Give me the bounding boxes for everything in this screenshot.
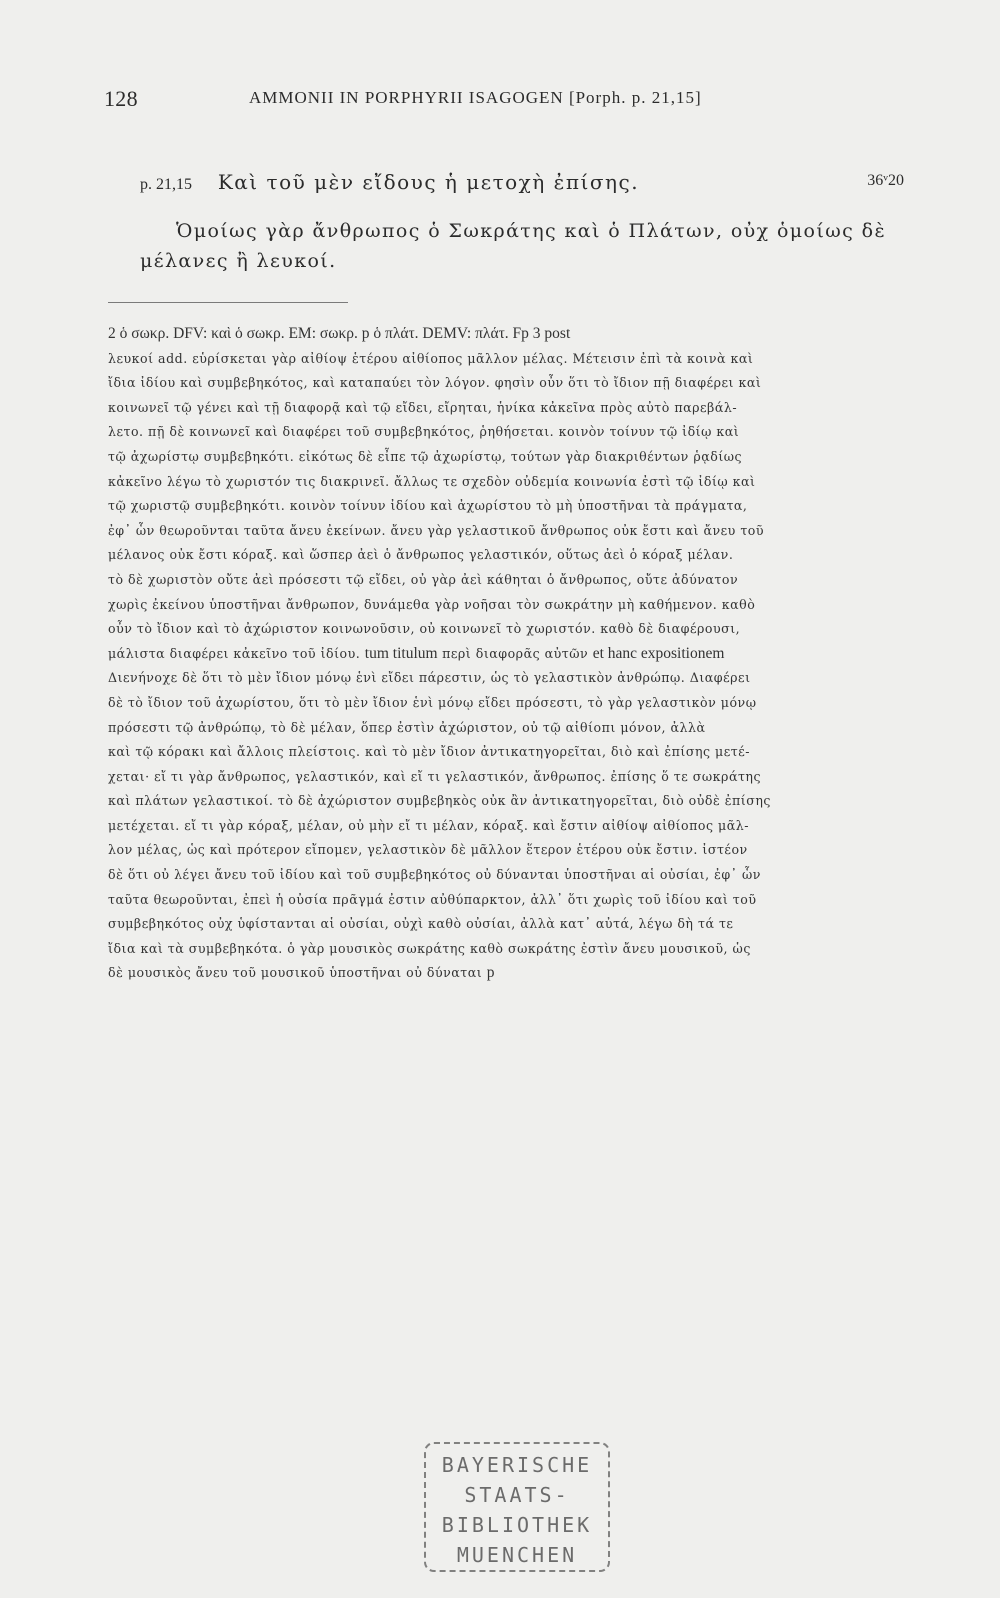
apparatus-line: κἀκεῖνο λέγω τὸ χωριστόν τις διακρινεῖ. ἄλλως τε σχεδὸν οὐδεμία κοινωνία ἐστὶ τῷ ἰδίῳ καὶ bbox=[108, 473, 756, 489]
apparatus-line: μάλιστα διαφέρει κἀκεῖνο τοῦ ἰδίου. tum titulum περὶ διαφορᾶς αὐτῶν et hanc expositionem bbox=[108, 644, 725, 662]
apparatus-line: 2 ὁ σωκρ. DFV: καὶ ὁ σωκρ. EM: σωκρ. p ὁ πλάτ. DEMV: πλάτ. Fp 3 post bbox=[108, 325, 571, 342]
apparatus-line: τῷ ἀχωρίστῳ συμβεβηκότι. εἰκότως δὲ εἶπε τῷ ἀχωρίστῳ, τούτων γὰρ διακριθέντων ῥᾳδίως bbox=[108, 448, 743, 464]
apparatus-line: μετέχεται. εἴ τι γὰρ κόραξ, μέλαν, οὐ μὴν εἴ τι μέλαν, κόραξ. καὶ ἔστιν αἰθίοψ αἰθίοπος μᾶλ- bbox=[108, 817, 749, 833]
stamp-line-3: BIBLIOTHEK bbox=[441, 1513, 593, 1537]
critical-apparatus bbox=[108, 322, 912, 986]
apparatus-line: οὖν τὸ ἴδιον καὶ τὸ ἀχώριστον κοινωνοῦσιν, οὐ κοινωνεῖ τὸ χωριστόν. καθὸ δὲ διαφέρουσι, bbox=[108, 621, 741, 637]
page-number: 128 bbox=[104, 86, 138, 111]
lemma-reference: p. 21,15 bbox=[140, 176, 192, 193]
lemma-line bbox=[140, 170, 910, 194]
apparatus-line: δὲ μουσικὸς ἄνευ τοῦ μουσικοῦ ὑποστῆναι οὐ δύναται p bbox=[108, 964, 495, 982]
apparatus-line: πρόσεστι τῷ ἀνθρώπῳ, τὸ δὲ μέλαν, ὅπερ ἐστὶν ἀχώριστον, οὐ τῷ αἰθίοπι μόνον, ἀλλὰ bbox=[108, 719, 706, 735]
apparatus-line: ἴδια ἰδίου καὶ συμβεβηκότος, καὶ καταπαύει τὸν λόγον. φησὶν οὖν ὅτι τὸ ἴδιον πῇ διαφέρει καὶ bbox=[108, 375, 762, 391]
apparatus-line: ἐφ᾽ ὧν θεωροῦνται ταῦτα ἄνευ ἐκείνων. ἄνευ γὰρ γελαστικοῦ ἄνθρωπος οὐκ ἔστι καὶ ἄνευ τοῦ bbox=[108, 522, 765, 538]
library-stamp bbox=[424, 1442, 610, 1572]
stamp-line-4: MUENCHEN bbox=[456, 1543, 578, 1567]
apparatus-line: Διενήνοχε δὲ ὅτι τὸ μὲν ἴδιον μόνῳ ἑνὶ εἴδει πάρεστιν, ὡς τὸ γελαστικὸν ἀνθρώπῳ. Διαφέρει bbox=[108, 670, 751, 686]
lemma-text: Καὶ τοῦ μὲν εἴδους ἡ μετοχὴ ἐπίσης. bbox=[217, 170, 640, 194]
stamp-line-1: BAYERISCHE bbox=[441, 1453, 593, 1477]
apparatus-line: λον μέλας, ὡς καὶ πρότερον εἴπομεν, γελαστικὸν δὲ μᾶλλον ἕτερον ἑτέρου οὐκ ἔστιν. ἰστέον bbox=[108, 842, 748, 858]
footnote-rule bbox=[108, 302, 348, 303]
apparatus-line: μέλανος οὐκ ἔστι κόραξ. καὶ ὥσπερ ἀεὶ ὁ ἄνθρωπος γελαστικόν, οὕτως ἀεὶ ὁ κόραξ μέλαν. bbox=[108, 547, 734, 563]
apparatus-line: τὸ δὲ χωριστὸν οὔτε ἀεὶ πρόσεστι τῷ εἴδει, οὐ γὰρ ἀεὶ κάθηται ὁ ἄνθρωπος, οὔτε ἀδύνατον bbox=[108, 571, 739, 587]
main-text: Ὁμοίως γὰρ ἄνθρωπος ὁ Σωκράτης καὶ ὁ Πλάτων, οὐχ ὁμοίως δὲ μέλανες ἢ λευκοί. bbox=[140, 220, 887, 272]
apparatus-line: δὲ τὸ ἴδιον τοῦ ἀχωρίστου, ὅτι τὸ μὲν ἴδιον ἑνὶ μόνῳ εἴδει πρόσεστι, τὸ γὰρ γελαστικὸν μόνῳ bbox=[108, 694, 757, 710]
apparatus-line: χεται· εἴ τι γὰρ ἄνθρωπος, γελαστικόν, καὶ εἴ τι γελαστικόν, ἄνθρωπος. ἐπίσης ὅ τε σωκράτης bbox=[108, 768, 762, 784]
running-head bbox=[104, 86, 804, 112]
apparatus-line: κοινωνεῖ τῷ γένει καὶ τῇ διαφορᾷ καὶ τῷ εἴδει, εἴρηται, ἡνίκα κἀκεῖνα πρὸς αὐτὸ παρεβάλ- bbox=[108, 399, 738, 415]
apparatus-line: λευκοί add. εὑρίσκεται γὰρ αἰθίοψ ἑτέρου αἰθίοπος μᾶλλον μέλας. Μέτεισιν ἐπὶ τὰ κοινὰ καὶ bbox=[108, 350, 754, 366]
apparatus-line: δὲ ὅτι οὐ λέγει ἄνευ τοῦ ἰδίου καὶ τοῦ συμβεβηκότος οὐ δύνανται ὑποστῆναι αἱ οὐσίαι, ἐφ᾽ ὧν bbox=[108, 867, 761, 883]
apparatus-line: λετο. πῇ δὲ κοινωνεῖ καὶ διαφέρει τοῦ συμβεβηκότος, ῥηθήσεται. κοινὸν τοίνυν τῷ ἰδίῳ καὶ bbox=[108, 424, 740, 440]
apparatus-line: ταῦτα θεωροῦνται, ἐπεὶ ἡ οὐσία πρᾶγμά ἐστιν αὐθύπαρκτον, ἀλλ᾽ ὅτι χωρὶς τοῦ ἰδίου καὶ τοῦ bbox=[108, 891, 757, 907]
apparatus-line: καὶ πλάτων γελαστικοί. τὸ δὲ ἀχώριστον συμβεβηκὸς οὐκ ἂν ἀντικατηγορεῖται, διὸ οὐδὲ ἐπίσης bbox=[108, 793, 771, 809]
apparatus-line: τῷ χωριστῷ συμβεβηκότι. κοινὸν τοίνυν ἰδίου καὶ ἀχωρίστου τὸ μὴ ὑποστῆναι τὰ πράγματα, bbox=[108, 498, 748, 514]
apparatus-line: ἴδια καὶ τὰ συμβεβηκότα. ὁ γὰρ μουσικὸς σωκράτης καθὸ σωκράτης ἐστὶν ἄνευ μουσικοῦ, ὡς bbox=[108, 940, 751, 956]
stamp-line-2: STAATS- bbox=[464, 1483, 570, 1507]
running-title: AMMONII IN PORPHYRII ISAGOGEN [Porph. p. 21,15] bbox=[249, 88, 702, 107]
margin-reference: 36ᵛ20 bbox=[867, 172, 904, 189]
apparatus-line: συμβεβηκότος οὐχ ὑφίστανται αἱ οὐσίαι, οὐχὶ καθὸ οὐσίαι, ἀλλὰ κατ᾽ αὐτά, λέγω δὴ τά τε bbox=[108, 916, 734, 932]
apparatus-line: καὶ τῷ κόρακι καὶ ἄλλοις πλείστοις. καὶ τὸ μὲν ἴδιον ἀντικατηγορεῖται, διὸ καὶ ἐπίσης μετέ- bbox=[108, 744, 751, 760]
apparatus-line: χωρὶς ἐκείνου ὑποστῆναι ἄνθρωπον, δυνάμεθα γὰρ νοῆσαι τὸν σωκράτην μὴ καθήμενον. καθὸ bbox=[108, 596, 756, 612]
